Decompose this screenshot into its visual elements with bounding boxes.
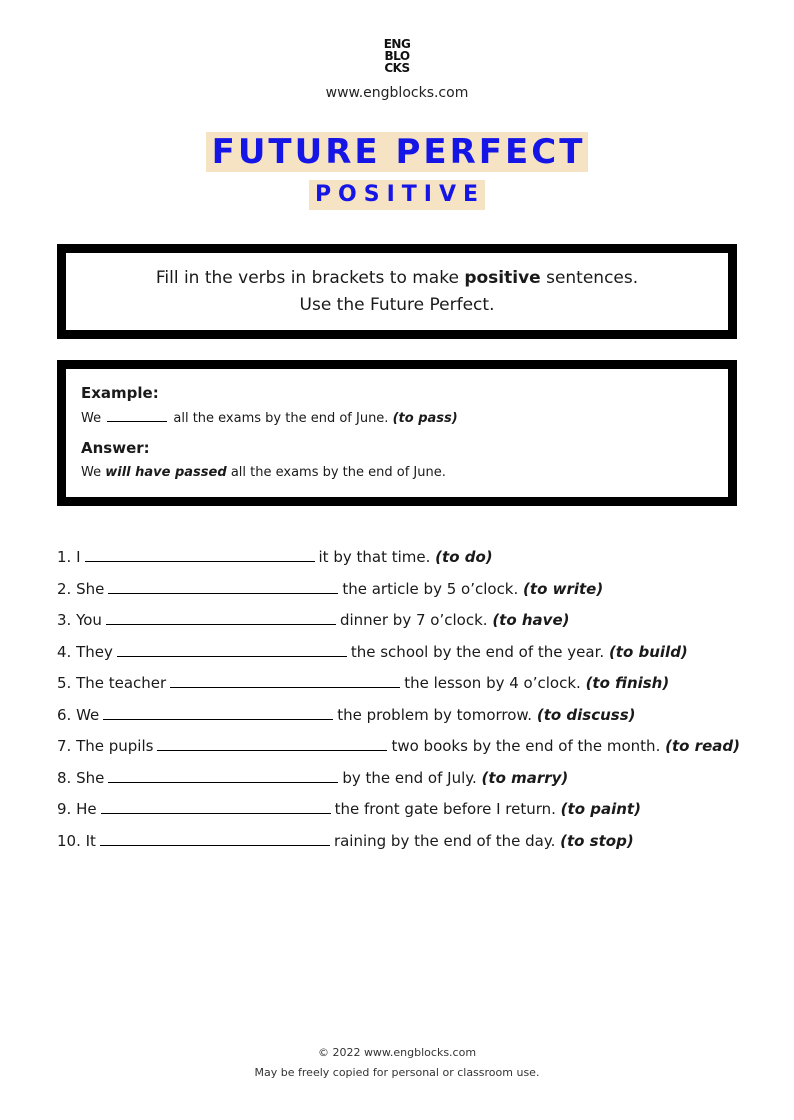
- exercise-rest: two books by the end of the month.: [391, 737, 661, 755]
- exercise-hint: (to finish): [585, 674, 670, 692]
- exercise-rest: the article by 5 o’clock.: [342, 579, 519, 598]
- exercise-prefix: 6. We: [57, 705, 100, 724]
- engblocks-logo: [379, 38, 415, 74]
- exercise-prefix: 7. The pupils: [57, 737, 154, 755]
- exercise-item: [57, 541, 757, 573]
- exercise-hint: (to stop): [560, 831, 634, 850]
- exercise-prefix: 2. She: [57, 579, 105, 598]
- exercise-rest: the lesson by 4 o’clock.: [404, 674, 581, 692]
- exercise-item: [57, 699, 757, 731]
- exercise-hint: (to read): [665, 737, 740, 755]
- logo-line-1: ENG: [383, 37, 411, 51]
- exercise-rest: the problem by tomorrow.: [337, 705, 533, 724]
- answer-verb: will have passed: [105, 465, 227, 480]
- exercise-prefix: 4. They: [57, 642, 113, 661]
- exercise-item: [57, 825, 757, 857]
- example-blank: [107, 409, 167, 422]
- answer-rest: all the exams by the end of June.: [230, 465, 446, 480]
- answer-blank[interactable]: [103, 699, 333, 720]
- exercise-prefix: 3. You: [57, 611, 102, 629]
- exercise-list: [57, 541, 757, 856]
- page-subtitle: POSITIVE: [309, 180, 485, 210]
- site-url: www.engblocks.com: [325, 85, 469, 101]
- example-sentence: [81, 409, 728, 428]
- exercise-item: [57, 730, 757, 762]
- exercise-prefix: 9. He: [57, 800, 97, 818]
- exercise-item: [57, 793, 757, 825]
- answer-blank[interactable]: [157, 730, 387, 751]
- exercise-hint: (to write): [523, 579, 604, 598]
- exercise-rest: it by that time.: [318, 548, 431, 566]
- exercise-item: [57, 604, 757, 636]
- answer-blank[interactable]: [108, 762, 338, 783]
- answer-heading: Answer:: [81, 439, 150, 457]
- example-rest: all the exams by the end of June.: [173, 411, 389, 426]
- instructions-line-2: Use the Future Perfect.: [299, 295, 495, 315]
- logo-line-2: BLO: [384, 49, 410, 63]
- answer-blank[interactable]: [100, 825, 330, 846]
- answer-blank[interactable]: [117, 636, 347, 657]
- instructions-box: [57, 244, 737, 339]
- logo-line-3: CKS: [384, 61, 410, 75]
- exercise-item: [57, 636, 757, 668]
- exercise-hint: (to paint): [560, 800, 641, 818]
- exercise-prefix: 10. It: [57, 831, 96, 850]
- instructions-text-after: sentences.: [540, 268, 639, 288]
- exercise-prefix: 1. I: [57, 548, 81, 566]
- exercise-prefix: 5. The teacher: [57, 674, 167, 692]
- exercise-item: [57, 667, 757, 699]
- answer-blank[interactable]: [85, 541, 315, 562]
- exercise-rest: raining by the end of the day.: [333, 831, 556, 850]
- exercise-hint: (to do): [435, 548, 493, 566]
- answer-blank[interactable]: [106, 604, 336, 625]
- exercise-hint: (to have): [492, 611, 570, 629]
- answer-blank[interactable]: [170, 667, 400, 688]
- exercise-hint: (to build): [608, 642, 688, 661]
- footer-license: May be freely copied for personal or classroom use.: [254, 1066, 540, 1079]
- exercise-hint: (to discuss): [536, 705, 636, 724]
- exercise-rest: the front gate before I return.: [334, 800, 556, 818]
- exercise-item: [57, 573, 757, 605]
- instructions-line-1: [66, 265, 728, 292]
- example-subject: We: [81, 411, 102, 426]
- page-title: FUTURE PERFECT: [206, 132, 589, 172]
- title-container: [0, 132, 794, 172]
- subtitle-container: [0, 180, 794, 210]
- answer-sentence: [81, 464, 728, 482]
- answer-blank[interactable]: [101, 793, 331, 814]
- exercise-rest: by the end of July.: [342, 768, 477, 787]
- footer-copyright: © 2022 www.engblocks.com: [317, 1046, 477, 1059]
- exercise-item: [57, 762, 757, 794]
- instructions-bold-word: positive: [464, 268, 541, 288]
- instructions-text-before: Fill in the verbs in brackets to make: [155, 268, 465, 288]
- answer-subject: We: [81, 465, 102, 480]
- example-heading: Example:: [81, 384, 159, 402]
- exercise-rest: dinner by 7 o’clock.: [339, 611, 488, 629]
- answer-blank[interactable]: [108, 573, 338, 594]
- exercise-hint: (to marry): [481, 768, 569, 787]
- page-footer: [0, 1043, 794, 1083]
- exercise-prefix: 8. She: [57, 768, 105, 787]
- example-hint: (to pass): [392, 411, 458, 426]
- example-box: [57, 360, 737, 506]
- exercise-rest: the school by the end of the year.: [350, 642, 605, 661]
